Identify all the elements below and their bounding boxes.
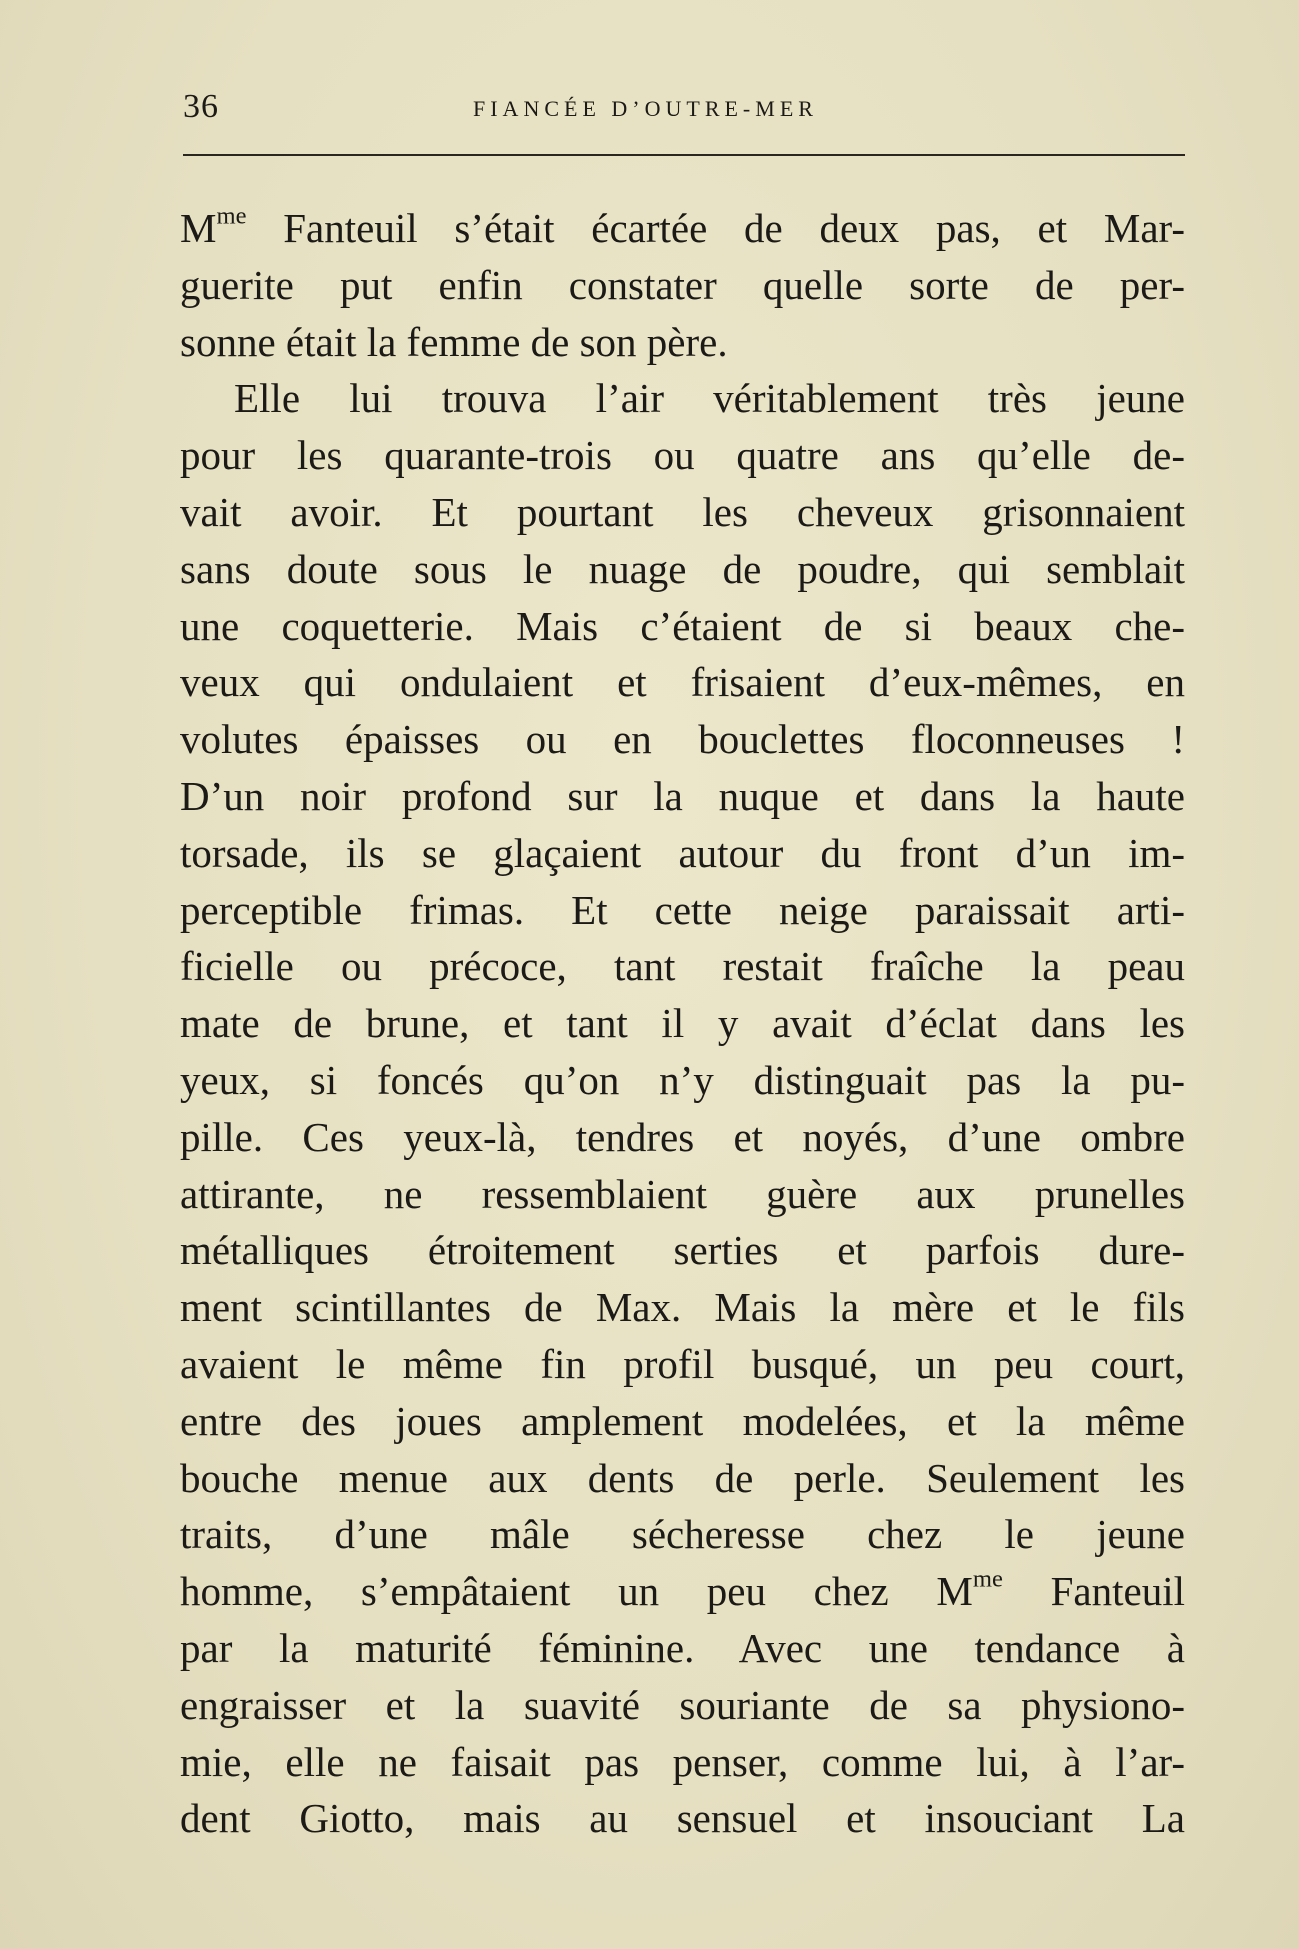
text-line: yeux, si foncés qu’on n’y distinguait pas la pu- — [180, 1056, 1185, 1103]
text-line: dent Giotto, mais au sensuel et insouciant La — [180, 1795, 1185, 1842]
text-line: $M^{me}$ Fanteuil s’était écartée de deux pas, et Mar- — [180, 202, 1185, 251]
text-line: mate de brune, et tant il y avait d’éclat dans les — [180, 1000, 1185, 1047]
text-line: engraisser et la suavité souriante de sa physiono- — [180, 1681, 1185, 1728]
text-line: traits, d’une mâle sécheresse chez le jeune — [180, 1511, 1185, 1558]
text-line: métalliques étroitement serties et parfois dure- — [180, 1227, 1185, 1274]
text-line: sonne était la femme de son père. — [180, 318, 728, 365]
text-line: vait avoir. Et pourtant les cheveux grisonnaient — [180, 488, 1185, 535]
text-line: pille. Ces yeux-là, tendres et noyés, d’une ombre — [180, 1113, 1185, 1160]
text-line: perceptible frimas. Et cette neige paraissait arti- — [180, 886, 1185, 933]
text-line: guerite put enfin constater quelle sorte de per- — [180, 261, 1185, 308]
text-line: bouche menue aux dents de perle. Seulement les — [180, 1454, 1185, 1501]
text-line: attirante, ne ressemblaient guère aux prunelles — [180, 1170, 1185, 1217]
page-header — [183, 88, 1183, 128]
text-line: ment scintillantes de Max. Mais la mère et le fils — [180, 1284, 1185, 1331]
text-line: veux qui ondulaient et frisaient d’eux-mêmes, en — [180, 659, 1185, 706]
text-line: torsade, ils se glaçaient autour du front d’un im- — [180, 829, 1185, 876]
text-line: avaient le même fin profil busqué, un peu court, — [180, 1340, 1185, 1387]
body-text — [180, 200, 1185, 1847]
text-line: ficielle ou précoce, tant restait fraîche la peau — [180, 943, 1185, 990]
header-rule — [183, 154, 1185, 156]
text-line: une coquetterie. Mais c’étaient de si beaux che- — [180, 602, 1185, 649]
text-line: Elle lui trouva l’air véritablement très jeune — [234, 375, 1185, 422]
running-title: FIANCÉE D’OUTRE-MER — [473, 96, 818, 121]
page-number: 36 — [183, 88, 219, 125]
text-line: par la maturité féminine. Avec une tendance à — [180, 1624, 1185, 1671]
text-line: volutes épaisses ou en bouclettes floconneuses ! — [180, 716, 1185, 763]
text-line: entre des joues amplement modelées, et la même — [180, 1397, 1185, 1444]
text-line: D’un noir profond sur la nuque et dans la haute — [180, 772, 1185, 819]
text-line: sans doute sous le nuage de poudre, qui semblait — [180, 545, 1185, 592]
text-line: pour les quarante-trois ou quatre ans qu’elle de- — [180, 432, 1185, 479]
text-line: mie, elle ne faisait pas penser, comme lui, à l’ar- — [180, 1738, 1185, 1785]
text-line: homme, s’empâtaient un peu chez $M^{me}$ Fanteuil — [180, 1565, 1185, 1615]
